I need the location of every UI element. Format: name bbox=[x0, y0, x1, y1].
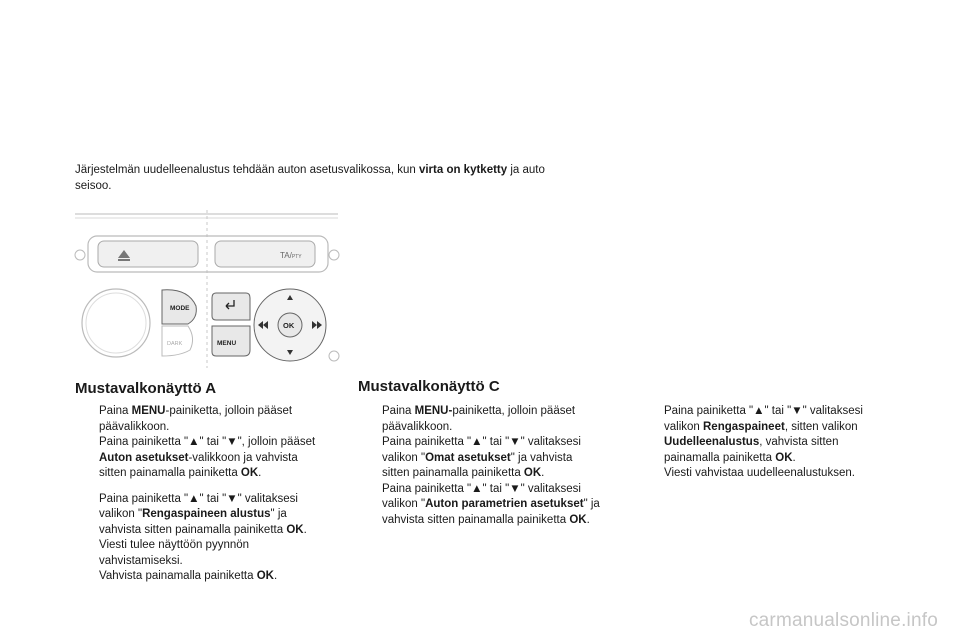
list-item: Paina painiketta "▲" tai "▼" valitaksesi valikon "Auton parametrien asetukset" ja vahvista sitten painamalla painiketta OK. bbox=[382, 482, 600, 526]
list-item: Paina MENU-painiketta, jolloin pääset päävalikkoon. bbox=[382, 405, 576, 433]
intro-text: Järjestelmän uudelleenalustus tehdään auton asetusvalikossa, kun bbox=[75, 164, 419, 176]
section-c-steps bbox=[358, 404, 628, 528]
ta-label: TA/ bbox=[280, 251, 292, 260]
list-item: Paina painiketta "▲" tai "▼" valitaksesi valikon "Omat asetukset" ja vahvista sitten painamalla painiketta OK. bbox=[382, 436, 581, 479]
section-c-title: Mustavalkonäyttö C bbox=[358, 378, 500, 395]
intro-text-line2: seisoo. bbox=[75, 180, 112, 192]
dark-label: DARK bbox=[167, 341, 183, 347]
section-a-title: Mustavalkonäyttö A bbox=[75, 380, 217, 397]
ok-label: OK bbox=[283, 321, 295, 330]
mode-label: MODE bbox=[170, 305, 190, 312]
section-r-steps bbox=[640, 404, 900, 482]
list-item: Vahvista painamalla painiketta OK. bbox=[99, 570, 278, 582]
radio-panel-illustration bbox=[70, 208, 345, 373]
list-item: Paina painiketta "▲" tai "▼", jolloin pääset Auton asetukset-valikkoon ja vahvista sitten painamalla painiketta OK. bbox=[99, 436, 316, 479]
intro-text-end: ja auto bbox=[507, 164, 545, 176]
menu-label: MENU bbox=[217, 340, 237, 347]
list-item: Paina painiketta "▲" tai "▼" valitaksesi valikon Rengaspaineet, sitten valikon Uudelleenalustus, vahvista sitten painamalla painiketta OK. Viesti vahvistaa uudelleenalustuksen. bbox=[664, 405, 863, 479]
intro-paragraph bbox=[75, 162, 595, 194]
pty-label: PTY bbox=[291, 254, 302, 260]
section-a-steps bbox=[75, 404, 345, 585]
intro-bold: virta on kytketty bbox=[418, 164, 508, 176]
list-item: Paina painiketta "▲" tai "▼" valitaksesi valikon "Rengaspaineen alustus" ja vahvista sitten painamalla painiketta OK. Viesti tulee näyttöön pyynnön vahvistamiseksi. bbox=[99, 492, 307, 567]
watermark: carmanualsonline.info bbox=[748, 610, 938, 631]
list-item: Paina MENU-painiketta, jolloin pääset päävalikkoon. bbox=[99, 405, 293, 433]
